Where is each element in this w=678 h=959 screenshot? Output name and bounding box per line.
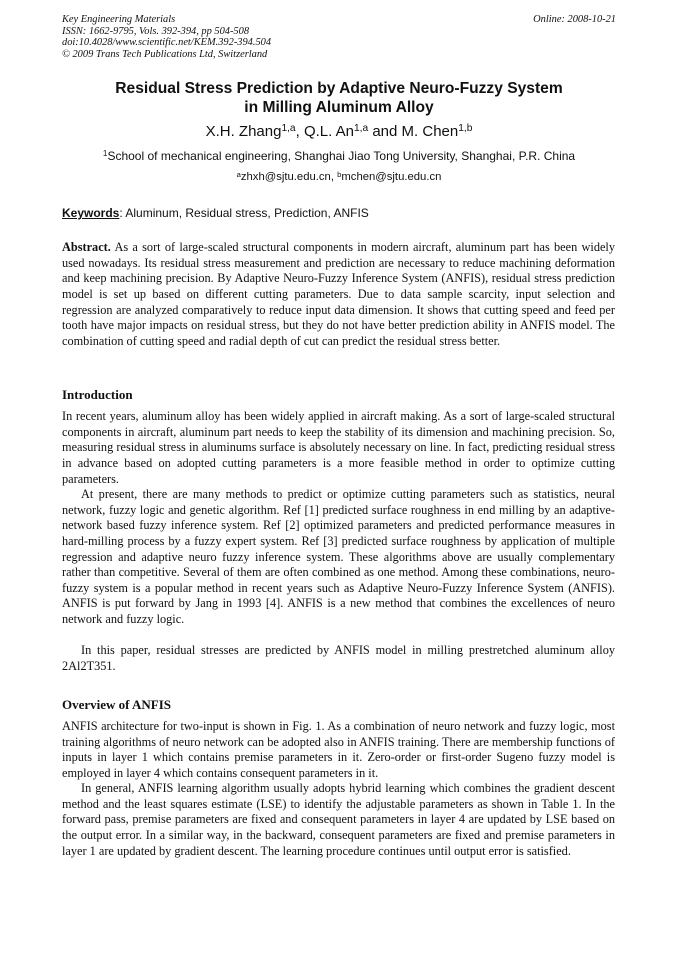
journal-name: Key Engineering Materials [62, 14, 176, 25]
paper-title [62, 80, 616, 117]
email-mark-a: a [236, 169, 241, 179]
introduction-heading: Introduction [62, 387, 133, 402]
overview-paragraph-1: ANFIS architecture for two-input is shown in Fig. 1. As a combination of neuro network and fuzzy logic, most training algorithms of neuro network can be adopted also in ANFIS training. There are membership functions of inputs in layer 1 which contains premise parameters in it. Zero-order or first-order Sugeno fuzzy model is employed in layer 4 which contains consequent parameters in it. [62, 719, 615, 780]
online-date: Online: 2008-10-21 [533, 14, 616, 25]
email-mark-b: b [337, 169, 342, 179]
author-name: Q.L. An [303, 123, 354, 140]
introduction-paragraph-3: In this paper, residual stresses are predicted by ANFIS model in milling prestretched aluminum alloy 2Al2T351. [62, 643, 615, 673]
abstract [62, 240, 615, 349]
author-separator: and [368, 123, 402, 140]
author-emails [62, 170, 616, 185]
title-line-1: Residual Stress Prediction by Adaptive Neuro-Fuzzy System [115, 80, 563, 97]
author-list [62, 122, 616, 142]
copyright-line: © 2009 Trans Tech Publications Ltd, Switzerland [62, 48, 268, 60]
introduction-paragraph-1: In recent years, aluminum alloy has been widely applied in aircraft making. As a sort of large-scaled structural components in aircraft, aluminum part needs to keep the stability of its dimension and machining precision. So, measuring residual stress in aluminums surface is absolutely necessary on line. In fact, predicting residual stress in advance based on adopted cutting parameters is a more feasible method in order to optimize cutting parameters. [62, 409, 615, 486]
author-affiliation-mark: 1,a [354, 123, 369, 135]
overview-heading: Overview of ANFIS [62, 697, 172, 712]
abstract-label: Abstract. [62, 240, 111, 254]
author-affiliation-mark: 1,a [281, 123, 296, 135]
abstract-text: As a sort of large-scaled structural components in modern aircraft, aluminum part has been widely used nowadays. Its residual stress measurement and prediction are necessary to reduce machining deformation and keep machining precision. By Adaptive Neuro-Fuzzy Inference System (ANFIS), residual stress prediction model is set up based on different cutting parameters. Due to data sample scarcity, input selection and regression are analyzed comparatively to reduce input data dimension. It shows that cutting speed and feed per tooth have major impacts on residual stress, but they do not have better prediction ability in ANFIS model. The combination of cutting speed and radial depth of cut can predict the residual stress better. [62, 240, 615, 348]
affiliation-mark: 1 [102, 149, 108, 159]
affiliation-text: School of mechanical engineering, Shanghai Jiao Tong University, Shanghai, P.R. China [107, 149, 576, 163]
keywords-label: Keywords [62, 206, 120, 220]
overview-paragraph-2: In general, ANFIS learning algorithm usually adopts hybrid learning which combines the gradient descent method and the least squares estimate (LSE) to identify the adjustable parameters as shown in Table 1. In the forward pass, premise parameters are fixed and consequent parameters in layer 4 are updated by LSE based on the output error. In a similar way, in the backward, consequent parameters are fixed and premise parameters in layer 1 are updated by gradient descent. The learning procedure continues until output error is satisfied. [62, 781, 615, 858]
affiliation [62, 148, 616, 164]
email-a: zhxh@sjtu.edu.cn, [240, 171, 338, 183]
introduction-paragraph-2: At present, there are many methods to predict or optimize cutting parameters such as statistics, neural network, fuzzy logic and genetic algorithm. Ref [1] predicted surface roughness in end milling by an adaptive-network based fuzzy inference system. Ref [2] optimized parameters and predicted performance measures in hard-milling process by a fuzzy expert system. Ref [3] predicted surface roughness by application of multiple regression and adaptive neuro fuzzy inference system. These algorithms above are usually complementary rather than competitive. Several of them are often combined as one method. Among these combinations, neuro-fuzzy system is a popular method in recent years such as Adaptive Neuro-Fuzzy Inference System (ANFIS). ANFIS is put forward by Jang in 1993 [4]. ANFIS is a new method that combines the excellences of neuro network and fuzzy logic. [62, 487, 615, 626]
doi-line: doi:10.4028/www.scientific.net/KEM.392-394.504 [62, 37, 272, 49]
author-name: M. Chen [401, 123, 459, 140]
author-affiliation-mark: 1,b [458, 123, 473, 135]
author-separator: , [295, 123, 304, 140]
keywords-colon: : [119, 206, 123, 220]
journal-header [62, 14, 616, 60]
email-b: mchen@sjtu.edu.cn [341, 171, 442, 183]
title-line-2: in Milling Aluminum Alloy [244, 98, 434, 116]
keywords [62, 205, 616, 221]
keywords-text: Aluminum, Residual stress, Prediction, ANFIS [122, 206, 369, 220]
author-name: X.H. Zhang [205, 123, 282, 140]
issn-line: ISSN: 1662-9795, Vols. 392-394, pp 504-508 [62, 25, 250, 37]
